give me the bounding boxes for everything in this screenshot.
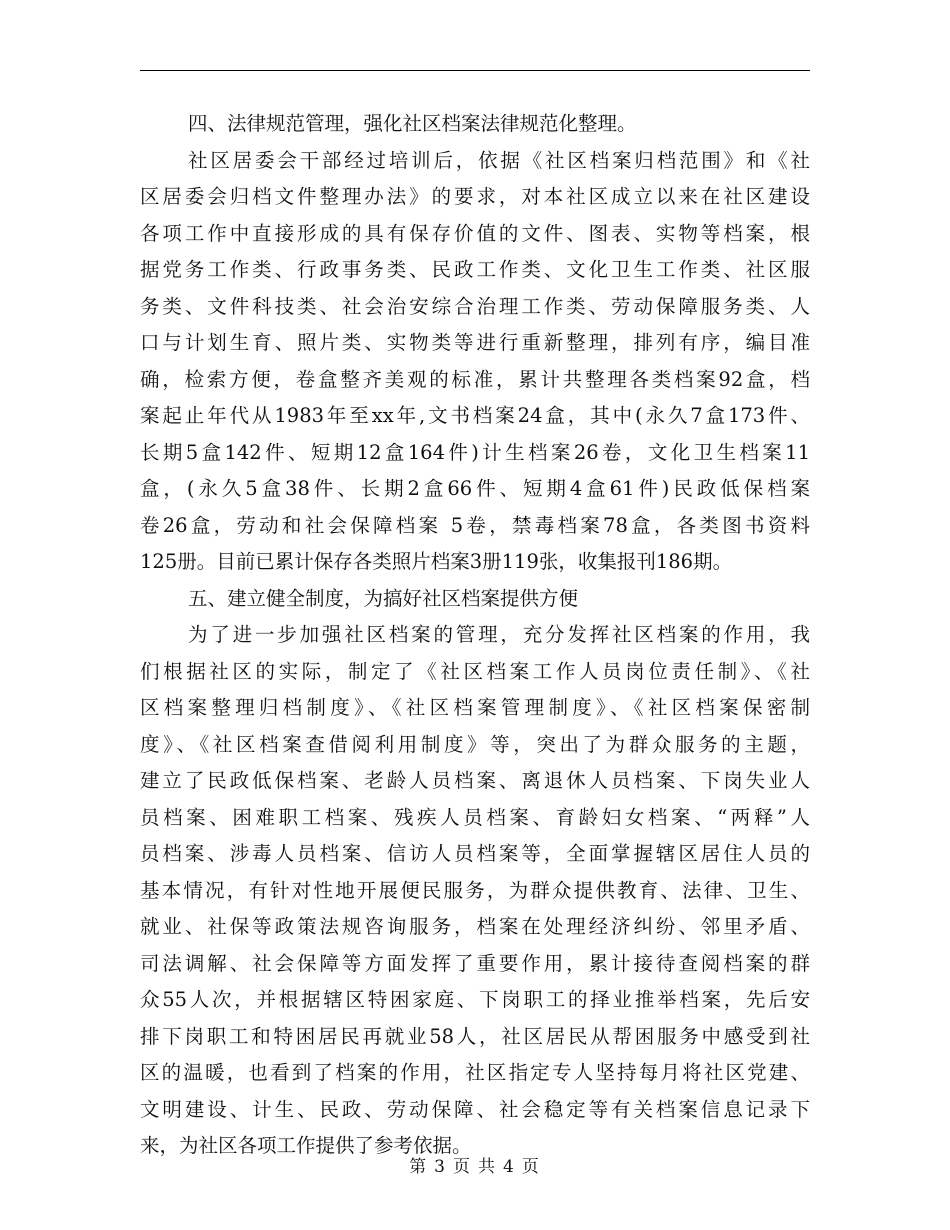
text-line: 据党务工作类、行政事务类、民政工作类、文化卫生工作类、社区服 (140, 258, 810, 281)
text-line: 司法调解、社会保障等方面发挥了重要作用，累计接待查阅档案的群 (140, 951, 810, 975)
text-line: 基本情况，有针对性地开展便民服务，为群众提供教育、法律、卫生、 (140, 878, 810, 902)
text-line: 125册。目前已累计保存各类照片档案3册119张，收集报刊186期。 (140, 550, 733, 573)
text-line: 众55人次，并根据辖区特困家庭、下岗职工的择业推举档案，先后安 (140, 988, 810, 1011)
footer-prefix: 第 (409, 1157, 429, 1177)
page-footer (0, 1152, 950, 1177)
text-line: 各项工作中直接形成的具有保存价值的文件、图表、实物等档案，根 (140, 221, 810, 245)
text-line: 确，检索方便，卷盒整齐美观的标准，累计共整理各类档案92盒，档 (140, 367, 810, 391)
current-page-number: 3 (434, 1157, 447, 1177)
text-line: 社区居委会干部经过培训后，依据《社区档案归档范围》和《社 (188, 148, 810, 172)
text-line: 文明建设、计生、民政、劳动保障、社会稳定等有关档案信息记录下 (140, 1097, 810, 1121)
text-line: 排下岗职工和特困居民再就业58人，社区居民从帮困服务中感受到社 (140, 1024, 810, 1048)
text-line: 员档案、涉毒人员档案、信访人员档案等，全面掌握辖区居住人员的 (140, 842, 810, 865)
text-line: 们根据社区的实际，制定了《社区档案工作人员岗位责任制》、《社 (140, 659, 810, 683)
text-line: 案起止年代从1983年至xx年,文书档案24盒，其中(永久7盒173件、 (140, 404, 810, 427)
text-line: 区居委会归档文件整理办法》的要求，对本社区成立以来在社区建设 (140, 185, 810, 208)
text-line: 长期5盒142件、短期12盒164件)计生档案26卷，文化卫生档案11 (140, 440, 810, 464)
text-line: 务类、文件科技类、社会治安综合治理工作类、劳动保障服务类、人 (140, 294, 810, 318)
footer-page-word-2: 页 (521, 1157, 541, 1177)
text-line: 口与计划生育、照片类、实物类等进行重新整理，排列有序，编目准 (140, 331, 810, 354)
text-line: 区档案整理归档制度》、《社区档案管理制度》、《社区档案保密制 (140, 696, 810, 719)
text-line: 来，为社区各项工作提供了参考依据。 (140, 1134, 472, 1157)
header-rule (140, 70, 810, 71)
text-line: 就业、社保等政策法规咨询服务，档案在处理经济纠纷、邻里矛盾、 (140, 915, 810, 938)
text-line: 盒，(永久5盒38件、长期2盒66件、短期4盒61件)民政低保档案 (140, 477, 810, 500)
text-line: 区的温暖，也看到了档案的作用，社区指定专人坚持每月将社区党建、 (140, 1061, 810, 1084)
document-body (140, 106, 810, 1165)
text-line: 度》、《社区档案查借阅利用制度》等，突出了为群众服务的主题， (140, 732, 810, 756)
total-pages-number: 4 (503, 1157, 516, 1177)
footer-total-word: 共 (478, 1157, 497, 1177)
text-line: 五、建立健全制度，为搞好社区档案提供方便 (188, 586, 579, 610)
text-line: 四、法律规范管理，强化社区档案法律规范化整理。 (188, 112, 637, 135)
text-line: 卷26盒，劳动和社会保障档案 5卷，禁毒档案78盒，各类图书资料 (140, 513, 810, 537)
text-line: 为了进一步加强社区档案的管理，充分发挥社区档案的作用，我 (188, 623, 810, 646)
text-line: 员档案、困难职工档案、残疾人员档案、育龄妇女档案、“两释”人 (140, 805, 810, 829)
text-line: 建立了民政低保档案、老龄人员档案、离退休人员档案、下岗失业人 (140, 769, 810, 792)
footer-page-word: 页 (453, 1157, 472, 1177)
